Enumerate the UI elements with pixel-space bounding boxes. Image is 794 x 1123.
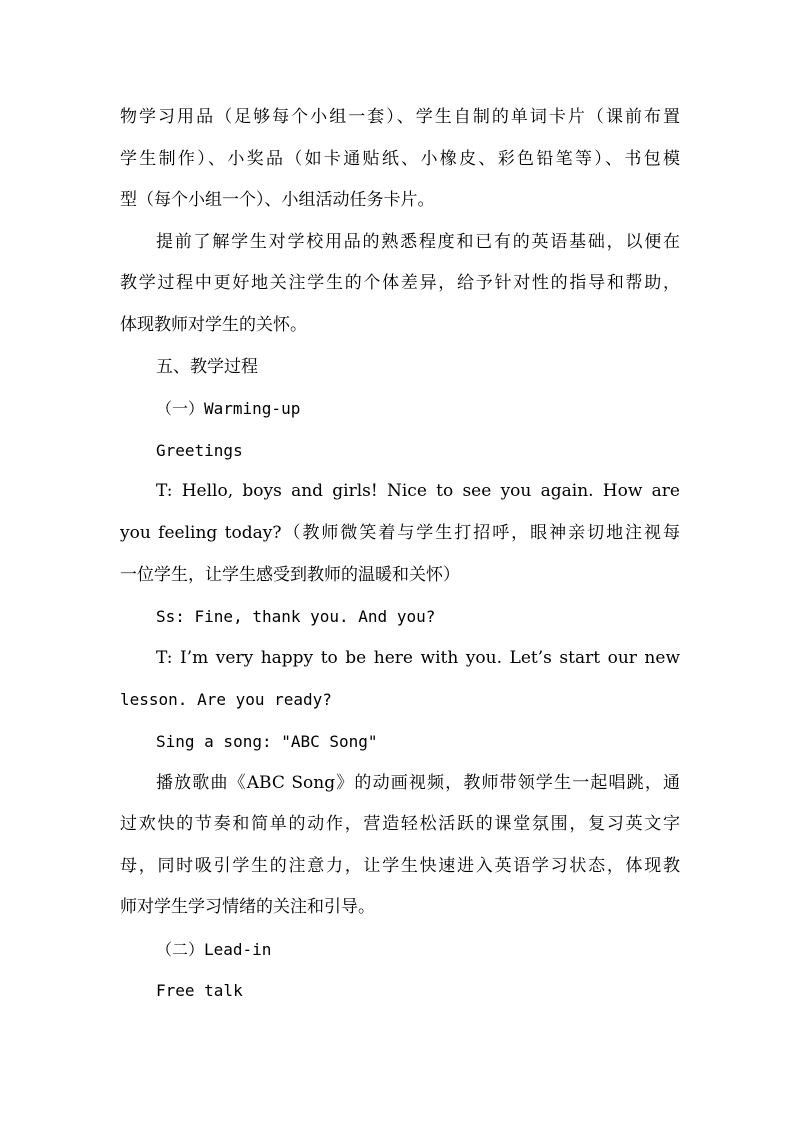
- text-line: 体现教师对学生的关怀。: [120, 314, 307, 335]
- text-line: Free talk: [156, 981, 243, 1001]
- text-line: 一位学生，让学生感受到教师的温暖和关怀）: [120, 564, 460, 585]
- text-line: Sing a song: "ABC Song": [156, 731, 378, 751]
- text-line: 过欢快的节奏和简单的动作，营造轻松活跃的课堂氛围，复习英文字: [120, 814, 680, 835]
- text-line: 教学过程中更好地关注学生的个体差异，给予针对性的指导和帮助，: [120, 273, 680, 294]
- text-line: （一）Warming-up: [156, 399, 301, 419]
- document-body: [120, 97, 680, 1012]
- text-line: 型（每个小组一个）、小组活动任务卡片。: [120, 190, 435, 211]
- text-line: T: Hello, boys and girls! Nice to see you again. How are: [156, 481, 680, 502]
- text-line: 五、教学过程: [156, 356, 258, 377]
- text-line: 学生制作）、小奖品（如卡通贴纸、小橡皮、彩色铅笔等）、书包模: [120, 148, 680, 169]
- text-line: you feeling today?（教师微笑着与学生打招呼，眼神亲切地注视每: [120, 522, 680, 543]
- text-line: 师对学生学习情绪的关注和引导。: [120, 897, 375, 918]
- text-line: （二）Lead-in: [156, 939, 272, 959]
- text-line: 物学习用品（足够每个小组一套）、学生自制的单词卡片（课前布置: [120, 107, 680, 127]
- text-line: Greetings: [156, 440, 243, 460]
- text-line: 母，同时吸引学生的注意力，让学生快速进入英语学习状态，体现教: [120, 855, 680, 876]
- text-line: lesson. Are you ready?: [120, 690, 332, 710]
- text-line: 提前了解学生对学校用品的熟悉程度和已有的英语基础，以便在: [156, 231, 680, 252]
- text-line: 播放歌曲《ABC Song》的动画视频，教师带领学生一起唱跳，通: [156, 772, 680, 793]
- text-line: Ss: Fine, thank you. And you?: [156, 607, 436, 627]
- text-line: T: I’m very happy to be here with you. Let’s start our new: [156, 647, 680, 668]
